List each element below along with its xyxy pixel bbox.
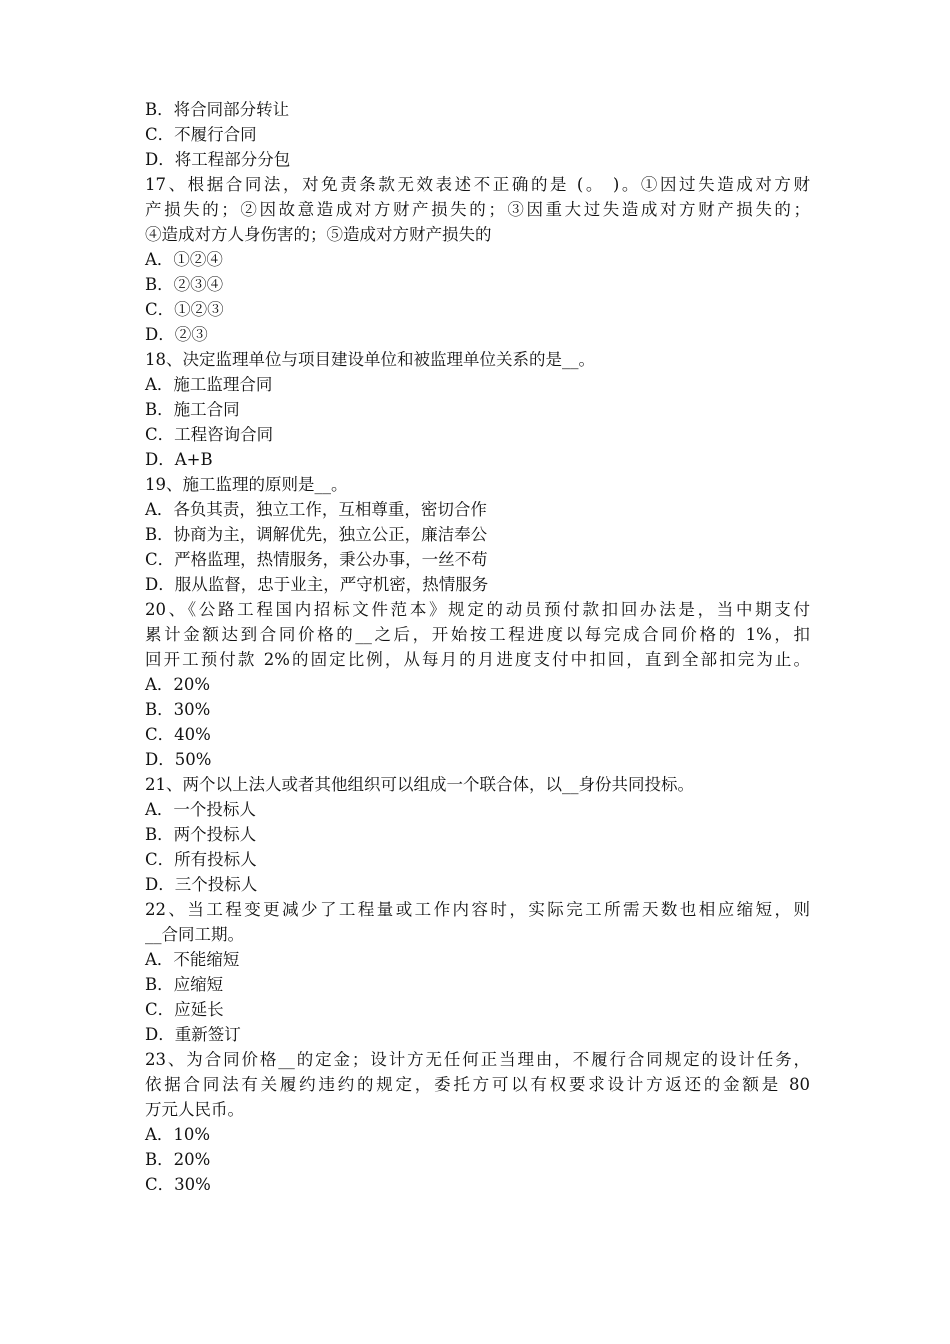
- option-b-q18: B．施工合同: [145, 400, 240, 419]
- option-a-q20: A．20%: [145, 675, 211, 694]
- option-a-q17: A．①②④: [145, 250, 223, 269]
- option-c-q17: C．①②③: [145, 300, 224, 319]
- option-b-q16: B．将合同部分转让: [145, 100, 290, 119]
- question-17-line-3: ④造成对方人身伤害的；⑤造成对方财产损失的: [145, 225, 492, 244]
- option-a-q18: A．施工监理合同: [145, 375, 273, 394]
- question-21: 21、两个以上法人或者其他组织可以组成一个联合体，以__身份共同投标。: [145, 775, 694, 794]
- option-d-q22: D．重新签订: [145, 1025, 241, 1044]
- question-20-line-1: 20、《公路工程国内招标文件范本》规定的动员预付款扣回办法是，当中期支付: [145, 600, 810, 619]
- option-c-q22: C．应延长: [145, 1000, 224, 1019]
- option-b-q22: B．应缩短: [145, 975, 224, 994]
- option-c-q19: C．严格监理，热情服务，秉公办事，一丝不苟: [145, 550, 488, 569]
- option-b-q17: B．②③④: [145, 275, 224, 294]
- question-22-line-1: 22、当工程变更减少了工程量或工作内容时，实际完工所需天数也相应缩短，则: [145, 900, 810, 919]
- question-18: 18、决定监理单位与项目建设单位和被监理单位关系的是__。: [145, 350, 595, 369]
- option-d-q17: D．②③: [145, 325, 208, 344]
- option-d-q20: D．50%: [145, 750, 212, 769]
- question-22-line-2: __合同工期。: [145, 925, 244, 944]
- question-23-line-2: 依据合同法有关履约违约的规定，委托方可以有权要求设计方返还的金额是 80: [145, 1075, 810, 1094]
- question-23-line-3: 万元人民币。: [145, 1100, 244, 1119]
- option-b-q21: B．两个投标人: [145, 825, 257, 844]
- document-page: [145, 97, 810, 1197]
- question-20-line-3: 回开工预付款 2%的固定比例，从每月的月进度支付中扣回，直到全部扣完为止。: [145, 650, 810, 669]
- option-b-q19: B．协商为主，调解优先，独立公正，廉洁奉公: [145, 525, 488, 544]
- option-a-q19: A．各负其责，独立工作，互相尊重，密切合作: [145, 500, 487, 519]
- option-a-q21: A．一个投标人: [145, 800, 256, 819]
- question-17-line-2: 产损失的；②因故意造成对方财产损失的；③因重大过失造成对方财产损失的；: [145, 200, 810, 219]
- option-a-q23: A．10%: [145, 1125, 211, 1144]
- option-c-q21: C．所有投标人: [145, 850, 257, 869]
- question-19: 19、施工监理的原则是__。: [145, 475, 348, 494]
- option-c-q18: C．工程咨询合同: [145, 425, 274, 444]
- question-20-line-2: 累计金额达到合同价格的__之后，开始按工程进度以每完成合同价格的 1%，扣: [145, 625, 810, 644]
- option-d-q16: D．将工程部分分包: [145, 150, 291, 169]
- option-d-q18: D．A+B: [145, 450, 213, 469]
- question-23-line-1: 23、为合同价格__的定金；设计方无任何正当理由，不履行合同规定的设计任务，: [145, 1050, 810, 1069]
- option-c-q16: C．不履行合同: [145, 125, 257, 144]
- option-c-q20: C．40%: [145, 725, 211, 744]
- option-d-q21: D．三个投标人: [145, 875, 258, 894]
- option-c-q23: C．30%: [145, 1175, 211, 1194]
- option-d-q19: D．服从监督，忠于业主，严守机密，热情服务: [145, 575, 489, 594]
- option-b-q20: B．30%: [145, 700, 211, 719]
- question-17-line-1: 17、根据合同法，对免责条款无效表述不正确的是 (。 )。①因过失造成对方财: [145, 175, 810, 194]
- option-b-q23: B．20%: [145, 1150, 211, 1169]
- option-a-q22: A．不能缩短: [145, 950, 240, 969]
